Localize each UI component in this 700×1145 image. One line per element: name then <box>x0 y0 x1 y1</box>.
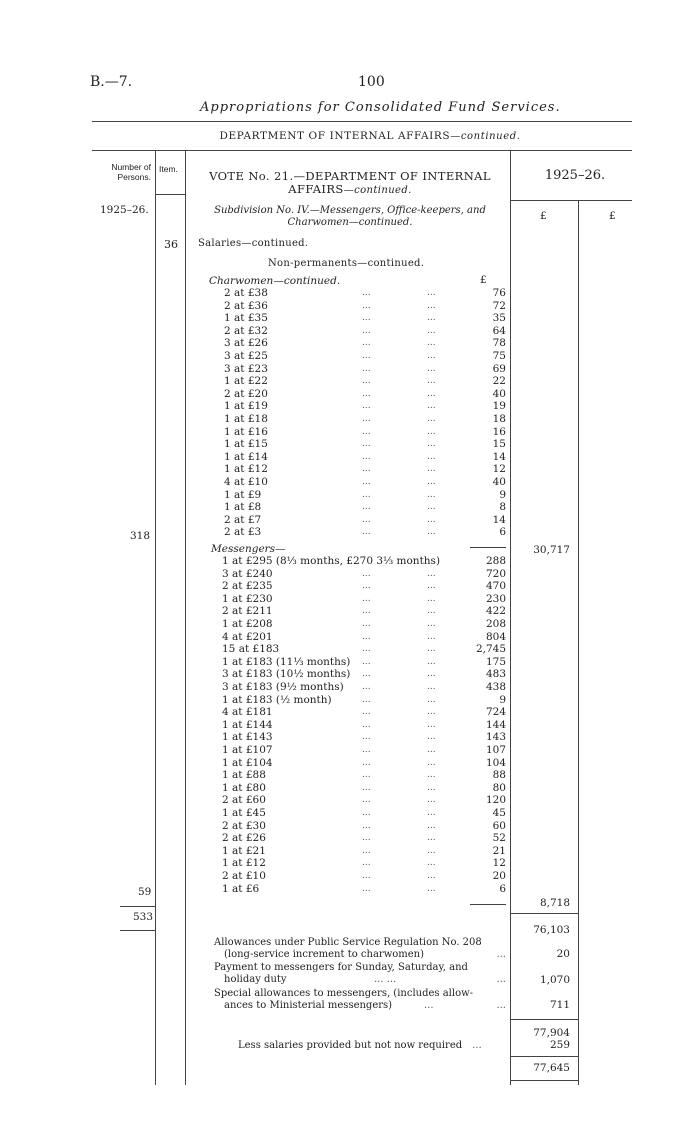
leader-dots: ... <box>427 288 436 298</box>
leader-dots: ... <box>362 820 371 831</box>
row-amount: 143 <box>485 731 506 744</box>
row-label: 1 at £35 <box>224 312 268 325</box>
row-amount: 14 <box>492 513 506 526</box>
row-label: 1 at £88 <box>222 769 266 782</box>
leader-dots: ... <box>362 732 371 743</box>
leader-dots: ... <box>362 313 371 324</box>
messengers-persons: 59 <box>138 886 152 898</box>
row-amount: 35 <box>492 312 506 325</box>
row-amount: 21 <box>492 844 506 857</box>
leader-dots: ... <box>362 477 371 487</box>
row-amount: 6 <box>499 526 506 539</box>
leader-dots: ... <box>362 883 371 894</box>
row-amount: 22 <box>492 375 506 388</box>
leader-dots: ... <box>427 338 436 349</box>
leader-dots: ... <box>362 464 371 475</box>
leader-dots: ... <box>427 439 436 450</box>
page-number: 100 <box>358 74 385 90</box>
leader-dots: ... <box>362 682 371 692</box>
table-row <box>0 618 506 630</box>
leader-dots: ... <box>362 795 371 806</box>
divider <box>510 1019 578 1020</box>
row-amount: 8 <box>499 501 506 514</box>
row-amount: 144 <box>485 718 506 731</box>
leader-dots: ... <box>427 300 436 311</box>
row-amount: 9 <box>499 488 506 501</box>
row-amount: 80 <box>492 781 506 794</box>
leader-dots: ... <box>427 514 436 525</box>
less-salaries-amount: 259 <box>549 1039 570 1051</box>
leader-dots: ... <box>427 376 436 387</box>
leader-dots: ... <box>427 388 436 399</box>
row-label: 3 at £183 (10½ months) <box>222 668 351 681</box>
row-amount: 438 <box>485 681 506 693</box>
row-label: 2 at £7 <box>224 513 262 526</box>
row-label: 1 at £183 (11⅓ months) <box>222 655 351 668</box>
table-row <box>0 287 506 299</box>
row-amount: 175 <box>485 655 506 668</box>
leader-dots: ... <box>362 644 371 655</box>
table-row <box>0 413 506 425</box>
leader-dots: ... <box>427 489 436 500</box>
leader-dots: ... <box>362 845 371 856</box>
table-row <box>0 300 506 312</box>
table-row <box>0 807 506 819</box>
row-amount: 107 <box>485 744 506 756</box>
year-left-header: 1925–26. <box>100 204 149 216</box>
leader-dots: ... <box>427 426 436 437</box>
table-row <box>0 744 506 756</box>
leader-dots: ... <box>427 820 436 831</box>
leader-dots: ... <box>427 401 436 412</box>
row-amount: 483 <box>485 668 506 681</box>
page-title: Appropriations for Consolidated Fund Services. <box>200 100 561 115</box>
leader-dots: ... <box>427 527 436 538</box>
row-amount: 19 <box>492 400 506 413</box>
leader-dots: ... <box>362 770 371 781</box>
leader-dots: ... <box>427 644 436 655</box>
leader-dots: ... <box>362 502 371 513</box>
table-row <box>0 605 506 617</box>
table-row <box>0 375 506 387</box>
row-label: 1 at £9 <box>224 488 262 501</box>
row-label: 3 at £240 <box>222 567 273 580</box>
divider <box>510 1056 578 1057</box>
leader-dots: ... <box>427 619 436 629</box>
leader-dots: ... <box>427 883 436 894</box>
table-row <box>0 845 506 857</box>
row-amount: 18 <box>492 413 506 425</box>
leader-dots: ... <box>427 871 436 881</box>
table-row <box>0 782 506 794</box>
row-label: 1 at £14 <box>224 450 268 463</box>
table-row <box>0 656 506 668</box>
row-amount: 120 <box>485 794 506 807</box>
row-amount: 208 <box>485 618 506 630</box>
row-amount: 12 <box>492 463 506 476</box>
vote-title: VOTE No. 21.—DEPARTMENT OF INTERNAL AFFAIRS—continued. <box>209 169 491 196</box>
row-amount: 64 <box>492 324 506 337</box>
table-row <box>0 438 506 450</box>
row-amount: 16 <box>492 425 506 438</box>
table-row <box>0 832 506 844</box>
leader-dots: ... <box>427 833 436 844</box>
leader-dots: ... <box>427 694 436 705</box>
table-row <box>0 731 506 743</box>
leader-dots: ... <box>427 464 436 475</box>
row-amount: 45 <box>492 807 506 819</box>
row-amount: 2,745 <box>475 643 506 656</box>
leader-dots: ... <box>362 376 371 387</box>
row-label: 2 at £26 <box>222 832 266 845</box>
column-rule <box>578 200 579 1085</box>
leader-dots: ... <box>427 669 436 680</box>
leader-dots: ... <box>427 858 436 869</box>
table-row <box>0 363 506 375</box>
leader-dots: ... <box>362 489 371 500</box>
subtotal-rule <box>470 904 506 905</box>
leader-dots: ... <box>427 325 436 336</box>
allowance-special-amount: 711 <box>549 999 570 1011</box>
row-label: 3 at £25 <box>224 350 268 362</box>
leader-dots: ... <box>427 451 436 462</box>
leader-dots: ... <box>427 568 436 579</box>
row-amount: 9 <box>499 693 506 706</box>
leader-dots: ... <box>427 757 436 768</box>
leader-dots: ... <box>362 719 371 730</box>
row-label: 4 at £10 <box>224 476 268 488</box>
divider <box>92 150 632 151</box>
row-amount: 75 <box>492 350 506 362</box>
row-label: 2 at £211 <box>222 605 273 618</box>
leader-dots: ... <box>362 568 371 579</box>
row-label: 1 at £12 <box>222 857 266 870</box>
row-label: 1 at £295 (8⅓ months, £270 3⅓ months) <box>222 555 441 567</box>
divider <box>510 913 578 914</box>
table-row <box>0 514 506 526</box>
leader-dots: ... <box>362 694 371 705</box>
leader-dots: ... <box>362 656 371 667</box>
row-label: 2 at £235 <box>222 580 273 593</box>
divider <box>92 121 632 122</box>
leader-dots: ... <box>362 631 371 642</box>
row-label: 2 at £36 <box>224 299 268 312</box>
net-total: 77,645 <box>533 1062 570 1074</box>
leader-dots: ... <box>362 414 371 424</box>
row-amount: 78 <box>492 337 506 350</box>
table-row <box>0 526 506 538</box>
table-row <box>0 568 506 580</box>
charwomen-persons: 318 <box>130 530 151 542</box>
leader-dots: ... <box>362 300 371 311</box>
row-amount: 804 <box>485 630 506 643</box>
department-heading: DEPARTMENT OF INTERNAL AFFAIRS—continued. <box>219 130 521 142</box>
row-amount: 104 <box>485 756 506 769</box>
row-label: 1 at £183 (½ month) <box>222 693 332 706</box>
row-label: 4 at £201 <box>222 630 273 643</box>
row-label: 3 at £23 <box>224 362 268 375</box>
row-label: 1 at £16 <box>224 425 268 438</box>
non-permanents-heading: Non-permanents—continued. <box>268 258 425 269</box>
table-row <box>0 476 506 488</box>
row-label: 1 at £12 <box>224 463 268 476</box>
row-amount: 76 <box>492 287 506 299</box>
leader-dots: ... <box>362 351 371 361</box>
leader-dots: ... <box>362 388 371 399</box>
row-amount: 15 <box>492 438 506 451</box>
divider <box>120 906 155 907</box>
table-row <box>0 426 506 438</box>
allowance-holiday-duty-amount: 1,070 <box>539 974 570 986</box>
leader-dots: ... <box>362 745 371 755</box>
row-label: 1 at £22 <box>224 375 268 388</box>
leader-dots: ... <box>427 808 436 818</box>
charwomen-total: 30,717 <box>533 544 570 556</box>
leader-dots: ... <box>427 631 436 642</box>
row-amount: 720 <box>485 567 506 580</box>
row-amount: 88 <box>492 769 506 782</box>
table-row <box>0 794 506 806</box>
row-amount: 14 <box>492 450 506 463</box>
row-label: 1 at £6 <box>222 882 260 895</box>
row-label: 2 at £3 <box>224 526 262 539</box>
leader-dots: ... <box>362 669 371 680</box>
allowance-special: Special allowances to messengers, (includes allow- ances to Ministerial messengers) ... ... <box>214 988 506 1011</box>
table-row <box>0 489 506 501</box>
leader-dots: ... <box>427 732 436 743</box>
row-amount: 69 <box>492 362 506 375</box>
leader-dots: ... <box>362 858 371 869</box>
pound-sign: £ <box>480 274 487 286</box>
row-label: 1 at £8 <box>224 501 262 514</box>
allowance-holiday-duty: Payment to messengers for Sunday, Saturday, and holiday duty ... ... ... <box>214 962 506 985</box>
row-label: 2 at £10 <box>222 870 266 882</box>
divider <box>155 194 185 195</box>
table-row <box>0 719 506 731</box>
leader-dots: ... <box>427 313 436 324</box>
messengers-total: 8,718 <box>539 897 570 909</box>
leader-dots: ... <box>427 795 436 806</box>
row-label: 1 at £80 <box>222 781 266 794</box>
row-amount: 60 <box>492 819 506 832</box>
table-row <box>0 631 506 643</box>
leader-dots: ... <box>362 606 371 617</box>
number-of-persons-header: Number of Persons. <box>111 162 151 182</box>
table-row <box>0 325 506 337</box>
leader-dots: ... <box>362 401 371 412</box>
row-amount: 470 <box>485 580 506 593</box>
gross-amount: 77,904 <box>533 1027 570 1039</box>
row-label: 1 at £45 <box>222 807 266 819</box>
row-amount: 288 <box>485 555 506 567</box>
leader-dots: ... <box>427 593 436 604</box>
row-label: 1 at £144 <box>222 718 273 731</box>
row-label: 1 at £18 <box>224 413 268 425</box>
leader-dots: ... <box>427 745 436 755</box>
row-label: 1 at £208 <box>222 618 273 630</box>
leader-dots: ... <box>362 707 371 718</box>
divider <box>120 930 155 931</box>
table-row <box>0 451 506 463</box>
year-header: 1925–26. <box>544 168 606 183</box>
leader-dots: ... <box>427 581 436 592</box>
leader-dots: ... <box>362 871 371 881</box>
document-reference: B.—7. <box>90 74 133 90</box>
table-row <box>0 593 506 605</box>
table-row <box>0 501 506 513</box>
leader-dots: ... <box>362 288 371 298</box>
charwomen-heading: Charwomen—continued. <box>209 275 341 287</box>
pound-header: £ <box>540 210 547 222</box>
salaries-heading: Salaries—continued. <box>198 238 309 249</box>
table-row <box>0 681 506 693</box>
row-amount: 230 <box>485 592 506 605</box>
allowance-long-service-amount: 20 <box>556 948 570 960</box>
row-label: 1 at £107 <box>222 744 273 756</box>
leader-dots: ... <box>362 439 371 450</box>
leader-dots: ... <box>427 414 436 424</box>
subdivision-heading: Subdivision No. IV.—Messengers, Office-keepers, and Charwomen—continued. <box>214 205 486 228</box>
row-label: 2 at £20 <box>224 387 268 400</box>
leader-dots: ... <box>362 782 371 793</box>
divider <box>510 1080 578 1081</box>
table-row <box>0 312 506 324</box>
row-label: 2 at £60 <box>222 794 266 807</box>
row-label: 4 at £181 <box>222 706 273 719</box>
row-amount: 52 <box>492 832 506 845</box>
table-row <box>0 643 506 655</box>
pound-header: £ <box>609 210 616 222</box>
messengers-heading: Messengers— <box>211 543 286 555</box>
leader-dots: ... <box>427 770 436 781</box>
row-label: 3 at £26 <box>224 337 268 350</box>
table-row <box>0 706 506 718</box>
item-number: 36 <box>164 238 178 251</box>
table-row <box>0 580 506 592</box>
row-label: 1 at £21 <box>222 844 266 857</box>
row-amount: 12 <box>492 857 506 870</box>
row-amount: 72 <box>492 299 506 312</box>
item-header: Item. <box>159 164 178 174</box>
row-amount: 724 <box>485 706 506 719</box>
row-label: 15 at £183 <box>222 643 280 656</box>
table-row <box>0 694 506 706</box>
table-row <box>0 870 506 882</box>
leader-dots: ... <box>362 514 371 525</box>
persons-total: 533 <box>133 911 154 923</box>
leader-dots: ... <box>362 338 371 349</box>
leader-dots: ... <box>362 325 371 336</box>
row-label: 2 at £30 <box>222 819 266 832</box>
leader-dots: ... <box>362 833 371 844</box>
row-amount: 6 <box>499 882 506 895</box>
leader-dots: ... <box>427 606 436 617</box>
less-salaries-label: Less salaries provided but not now required ... <box>238 1040 482 1051</box>
leader-dots: ... <box>362 593 371 604</box>
table-row <box>0 400 506 412</box>
leader-dots: ... <box>362 757 371 768</box>
row-label: 1 at £19 <box>224 400 268 413</box>
leader-dots: ... <box>427 845 436 856</box>
leader-dots: ... <box>427 656 436 667</box>
table-row <box>0 668 506 680</box>
column-rule <box>510 150 511 1085</box>
subtotal-amount: 76,103 <box>533 924 570 936</box>
leader-dots: ... <box>427 477 436 487</box>
row-label: 1 at £104 <box>222 756 273 769</box>
divider <box>510 200 632 201</box>
table-row <box>0 388 506 400</box>
leader-dots: ... <box>362 527 371 538</box>
leader-dots: ... <box>427 502 436 513</box>
row-amount: 40 <box>492 476 506 488</box>
table-row <box>0 857 506 869</box>
row-label: 2 at £32 <box>224 324 268 337</box>
leader-dots: ... <box>427 782 436 793</box>
leader-dots: ... <box>427 682 436 692</box>
table-row <box>0 555 506 567</box>
leader-dots: ... <box>362 581 371 592</box>
row-label: 1 at £143 <box>222 731 273 744</box>
table-row <box>0 463 506 475</box>
table-row <box>0 757 506 769</box>
leader-dots: ... <box>362 619 371 629</box>
leader-dots: ... <box>362 363 371 374</box>
row-label: 1 at £230 <box>222 592 273 605</box>
row-label: 3 at £183 (9½ months) <box>222 681 344 693</box>
table-row <box>0 350 506 362</box>
leader-dots: ... <box>362 451 371 462</box>
leader-dots: ... <box>427 719 436 730</box>
row-label: 2 at £38 <box>224 287 268 299</box>
row-amount: 422 <box>485 605 506 618</box>
table-row <box>0 337 506 349</box>
table-row <box>0 769 506 781</box>
allowance-long-service: Allowances under Public Service Regulation No. 208 (long-service increment to charwomen) ... <box>214 937 506 960</box>
leader-dots: ... <box>427 351 436 361</box>
leader-dots: ... <box>427 707 436 718</box>
leader-dots: ... <box>427 363 436 374</box>
row-amount: 20 <box>492 870 506 882</box>
table-row <box>0 820 506 832</box>
row-label: 1 at £15 <box>224 438 268 451</box>
leader-dots: ... <box>362 808 371 818</box>
table-row <box>0 883 506 895</box>
row-amount: 40 <box>492 387 506 400</box>
subtotal-rule <box>470 547 506 548</box>
leader-dots: ... <box>362 426 371 437</box>
